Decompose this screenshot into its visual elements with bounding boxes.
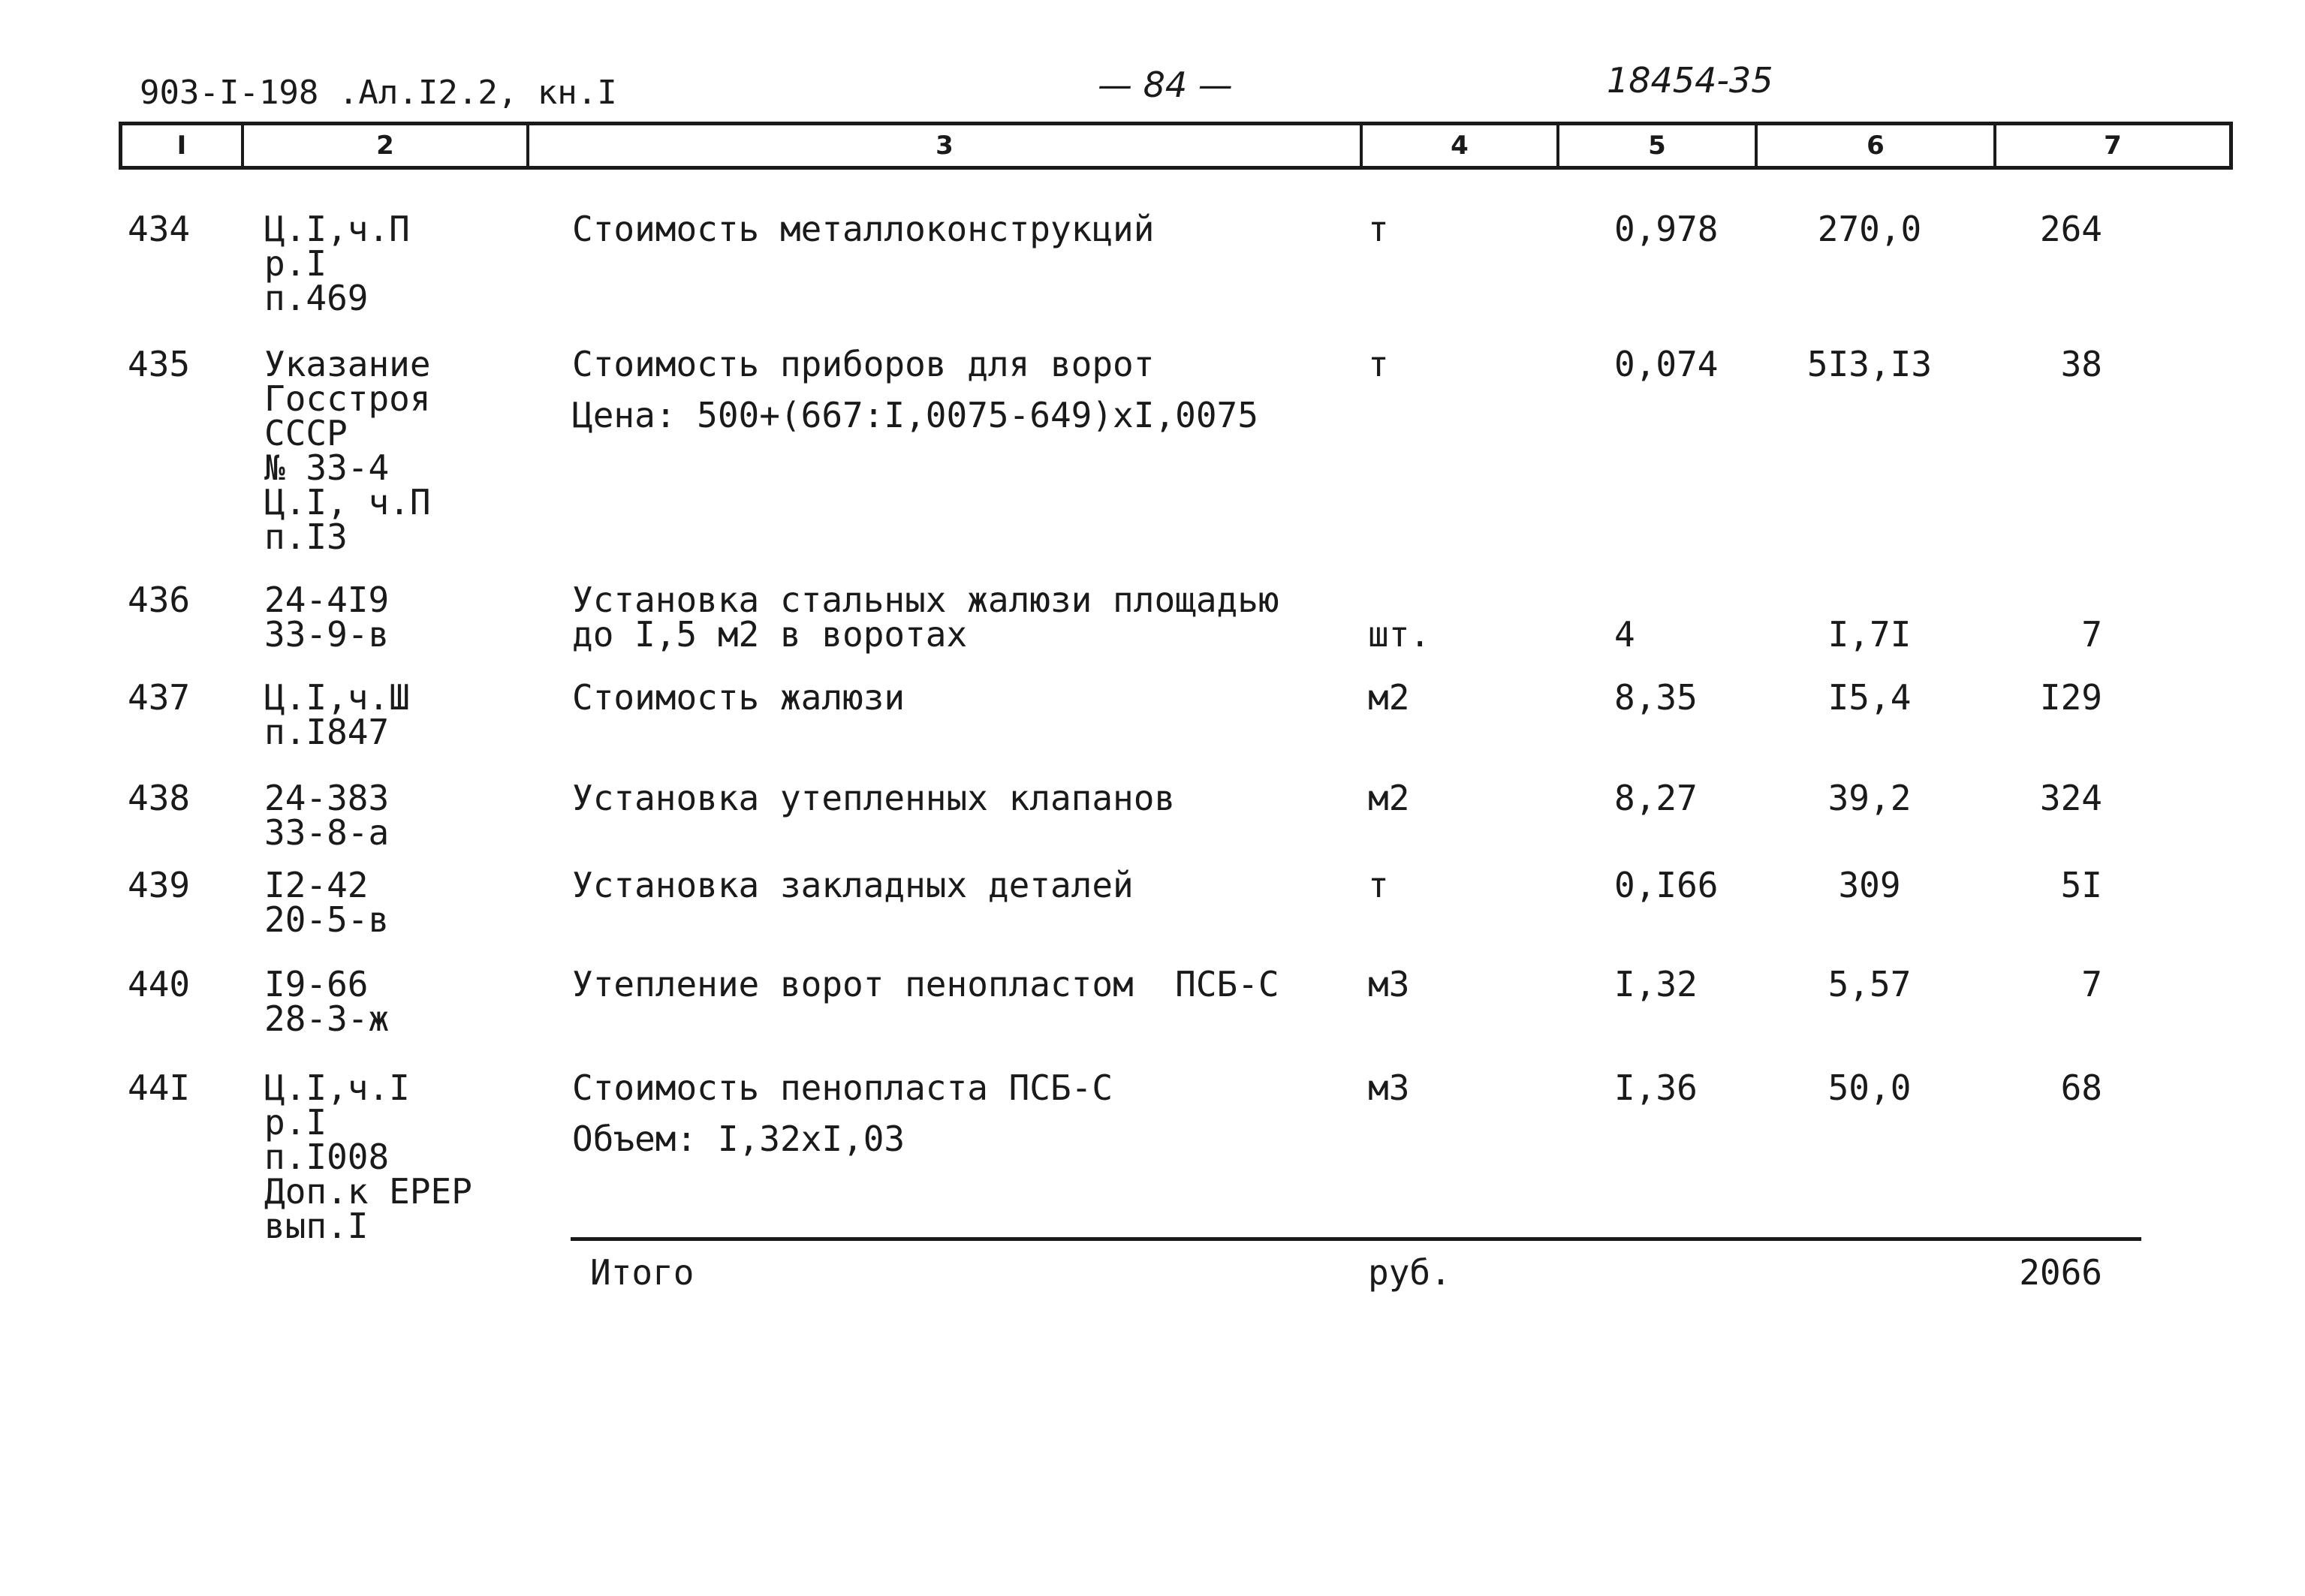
column-header-1: I xyxy=(122,125,244,166)
description-line: Стоимость пенопласта ПСБ-С xyxy=(572,1068,1113,1108)
column-header-6: 6 xyxy=(1758,125,1996,166)
reference-line: I2-42 xyxy=(264,865,369,905)
row-reference xyxy=(264,1068,512,1246)
reference-line: п.I847 xyxy=(264,712,390,752)
row-unit-price: 50,0 xyxy=(1827,1068,1912,1108)
page-number: — 84 — xyxy=(1098,65,1233,105)
row-unit: т xyxy=(1368,344,1389,384)
row-number: 434 xyxy=(128,209,191,249)
row-unit: т xyxy=(1368,209,1389,249)
row-unit: шт. xyxy=(1368,614,1431,655)
description-line: Стоимость приборов для ворот xyxy=(572,344,1155,384)
column-header-4: 4 xyxy=(1363,125,1559,166)
total-rule xyxy=(571,1237,2141,1241)
row-reference xyxy=(264,865,512,940)
row-unit: м3 xyxy=(1368,1068,1410,1108)
reference-line: п.469 xyxy=(264,278,369,318)
reference-line: р.I xyxy=(264,243,327,284)
reference-line: вып.I xyxy=(264,1206,369,1246)
description-line: Стоимость жалюзи xyxy=(572,677,905,718)
row-reference xyxy=(264,344,512,557)
reference-line: Доп.к ЕРЕР xyxy=(264,1171,472,1212)
row-unit-price: 5I3,I3 xyxy=(1806,344,1933,384)
reference-line: 28-3-ж xyxy=(264,998,390,1039)
reference-line: Ц.I,ч.Ш xyxy=(264,677,410,718)
row-unit-price: 270,0 xyxy=(1817,209,1922,249)
row-total-cost: I29 xyxy=(2039,677,2102,718)
row-description xyxy=(572,677,1360,718)
reference-line: Ц.I,ч.I xyxy=(264,1068,410,1108)
row-unit-price: I,7I xyxy=(1827,614,1912,655)
reference-line: СССР xyxy=(264,413,348,453)
reference-line: п.I008 xyxy=(264,1137,390,1177)
row-total-cost: 7 xyxy=(2081,614,2102,655)
reference-line: 24-4I9 xyxy=(264,580,390,620)
reference-line: Ц.I,ч.П xyxy=(264,209,410,249)
row-quantity: 8,27 xyxy=(1614,778,1698,818)
row-unit-price: 39,2 xyxy=(1827,778,1912,818)
description-line: до I,5 м2 в воротах xyxy=(572,614,968,655)
reference-line: 24-383 xyxy=(264,778,390,818)
row-number: 44I xyxy=(128,1068,191,1108)
row-reference xyxy=(264,580,512,655)
row-unit: т xyxy=(1368,865,1389,905)
row-quantity: 0,978 xyxy=(1614,209,1719,249)
total-unit: руб. xyxy=(1368,1252,1451,1293)
row-unit-price: 309 xyxy=(1838,865,1901,905)
reference-line: Госстроя xyxy=(264,378,431,419)
column-header-7: 7 xyxy=(2104,131,2122,161)
row-unit: м2 xyxy=(1368,677,1410,718)
row-number: 438 xyxy=(128,778,191,818)
row-description xyxy=(572,209,1360,249)
reference-line: Указание xyxy=(264,344,431,384)
row-number: 436 xyxy=(128,580,191,620)
reference-line: I9-66 xyxy=(264,964,369,1004)
row-total-cost: 264 xyxy=(2039,209,2102,249)
row-description xyxy=(572,964,1360,1004)
description-line: Стоимость металлоконструкций xyxy=(572,209,1155,249)
row-quantity: I,36 xyxy=(1614,1068,1698,1108)
row-total-cost: 5I xyxy=(2060,865,2102,905)
row-quantity: 8,35 xyxy=(1614,677,1698,718)
row-reference xyxy=(264,964,512,1039)
row-reference xyxy=(264,778,512,853)
description-line: Установка закладных деталей xyxy=(572,865,1134,905)
column-header-5: 5 xyxy=(1559,125,1758,166)
description-line: Утепление ворот пенопластом ПСБ-С xyxy=(572,964,1279,1004)
column-header-2: 2 xyxy=(244,125,529,166)
row-number: 439 xyxy=(128,865,191,905)
row-reference xyxy=(264,677,512,752)
description-line: Установка стальных жалюзи площадью xyxy=(572,580,1279,620)
row-unit-price: I5,4 xyxy=(1827,677,1912,718)
row-unit: м2 xyxy=(1368,778,1410,818)
row-number: 435 xyxy=(128,344,191,384)
reference-line: 20-5-в xyxy=(264,899,390,940)
row-unit-price: 5,57 xyxy=(1827,964,1912,1004)
row-description xyxy=(572,580,1360,655)
reference-line: п.I3 xyxy=(264,516,348,557)
inventory-number: 18454-35 xyxy=(1607,60,1773,101)
column-header-3: 3 xyxy=(529,125,1363,166)
row-total-cost: 7 xyxy=(2081,964,2102,1004)
row-quantity: I,32 xyxy=(1614,964,1698,1004)
reference-line: 33-8-а xyxy=(264,812,390,853)
document-code: 903-I-198 .Ал.I2.2, кн.I xyxy=(140,74,617,112)
row-description xyxy=(572,1068,1360,1159)
reference-line: р.I xyxy=(264,1102,327,1143)
row-reference xyxy=(264,209,512,318)
column-header-row xyxy=(119,122,2233,170)
row-quantity: 0,074 xyxy=(1614,344,1719,384)
row-quantity: 0,I66 xyxy=(1614,865,1719,905)
reference-line: Ц.I, ч.П xyxy=(264,482,431,522)
row-description xyxy=(572,865,1360,905)
row-description xyxy=(572,344,1360,435)
description-line: Цена: 500+(667:I,0075-649)xI,0075 xyxy=(572,395,1258,435)
total-label: Итого xyxy=(590,1252,695,1293)
description-line: Объем: I,32xI,03 xyxy=(572,1119,905,1159)
row-number: 440 xyxy=(128,964,191,1004)
row-number: 437 xyxy=(128,677,191,718)
row-total-cost: 68 xyxy=(2060,1068,2102,1108)
total-value: 2066 xyxy=(2019,1252,2102,1293)
reference-line: № 33-4 xyxy=(264,447,390,488)
description-line: Установка утепленных клапанов xyxy=(572,778,1176,818)
row-quantity: 4 xyxy=(1614,614,1635,655)
reference-line: 33-9-в xyxy=(264,614,390,655)
row-total-cost: 38 xyxy=(2060,344,2102,384)
row-total-cost: 324 xyxy=(2039,778,2102,818)
row-description xyxy=(572,778,1360,818)
row-unit: м3 xyxy=(1368,964,1410,1004)
